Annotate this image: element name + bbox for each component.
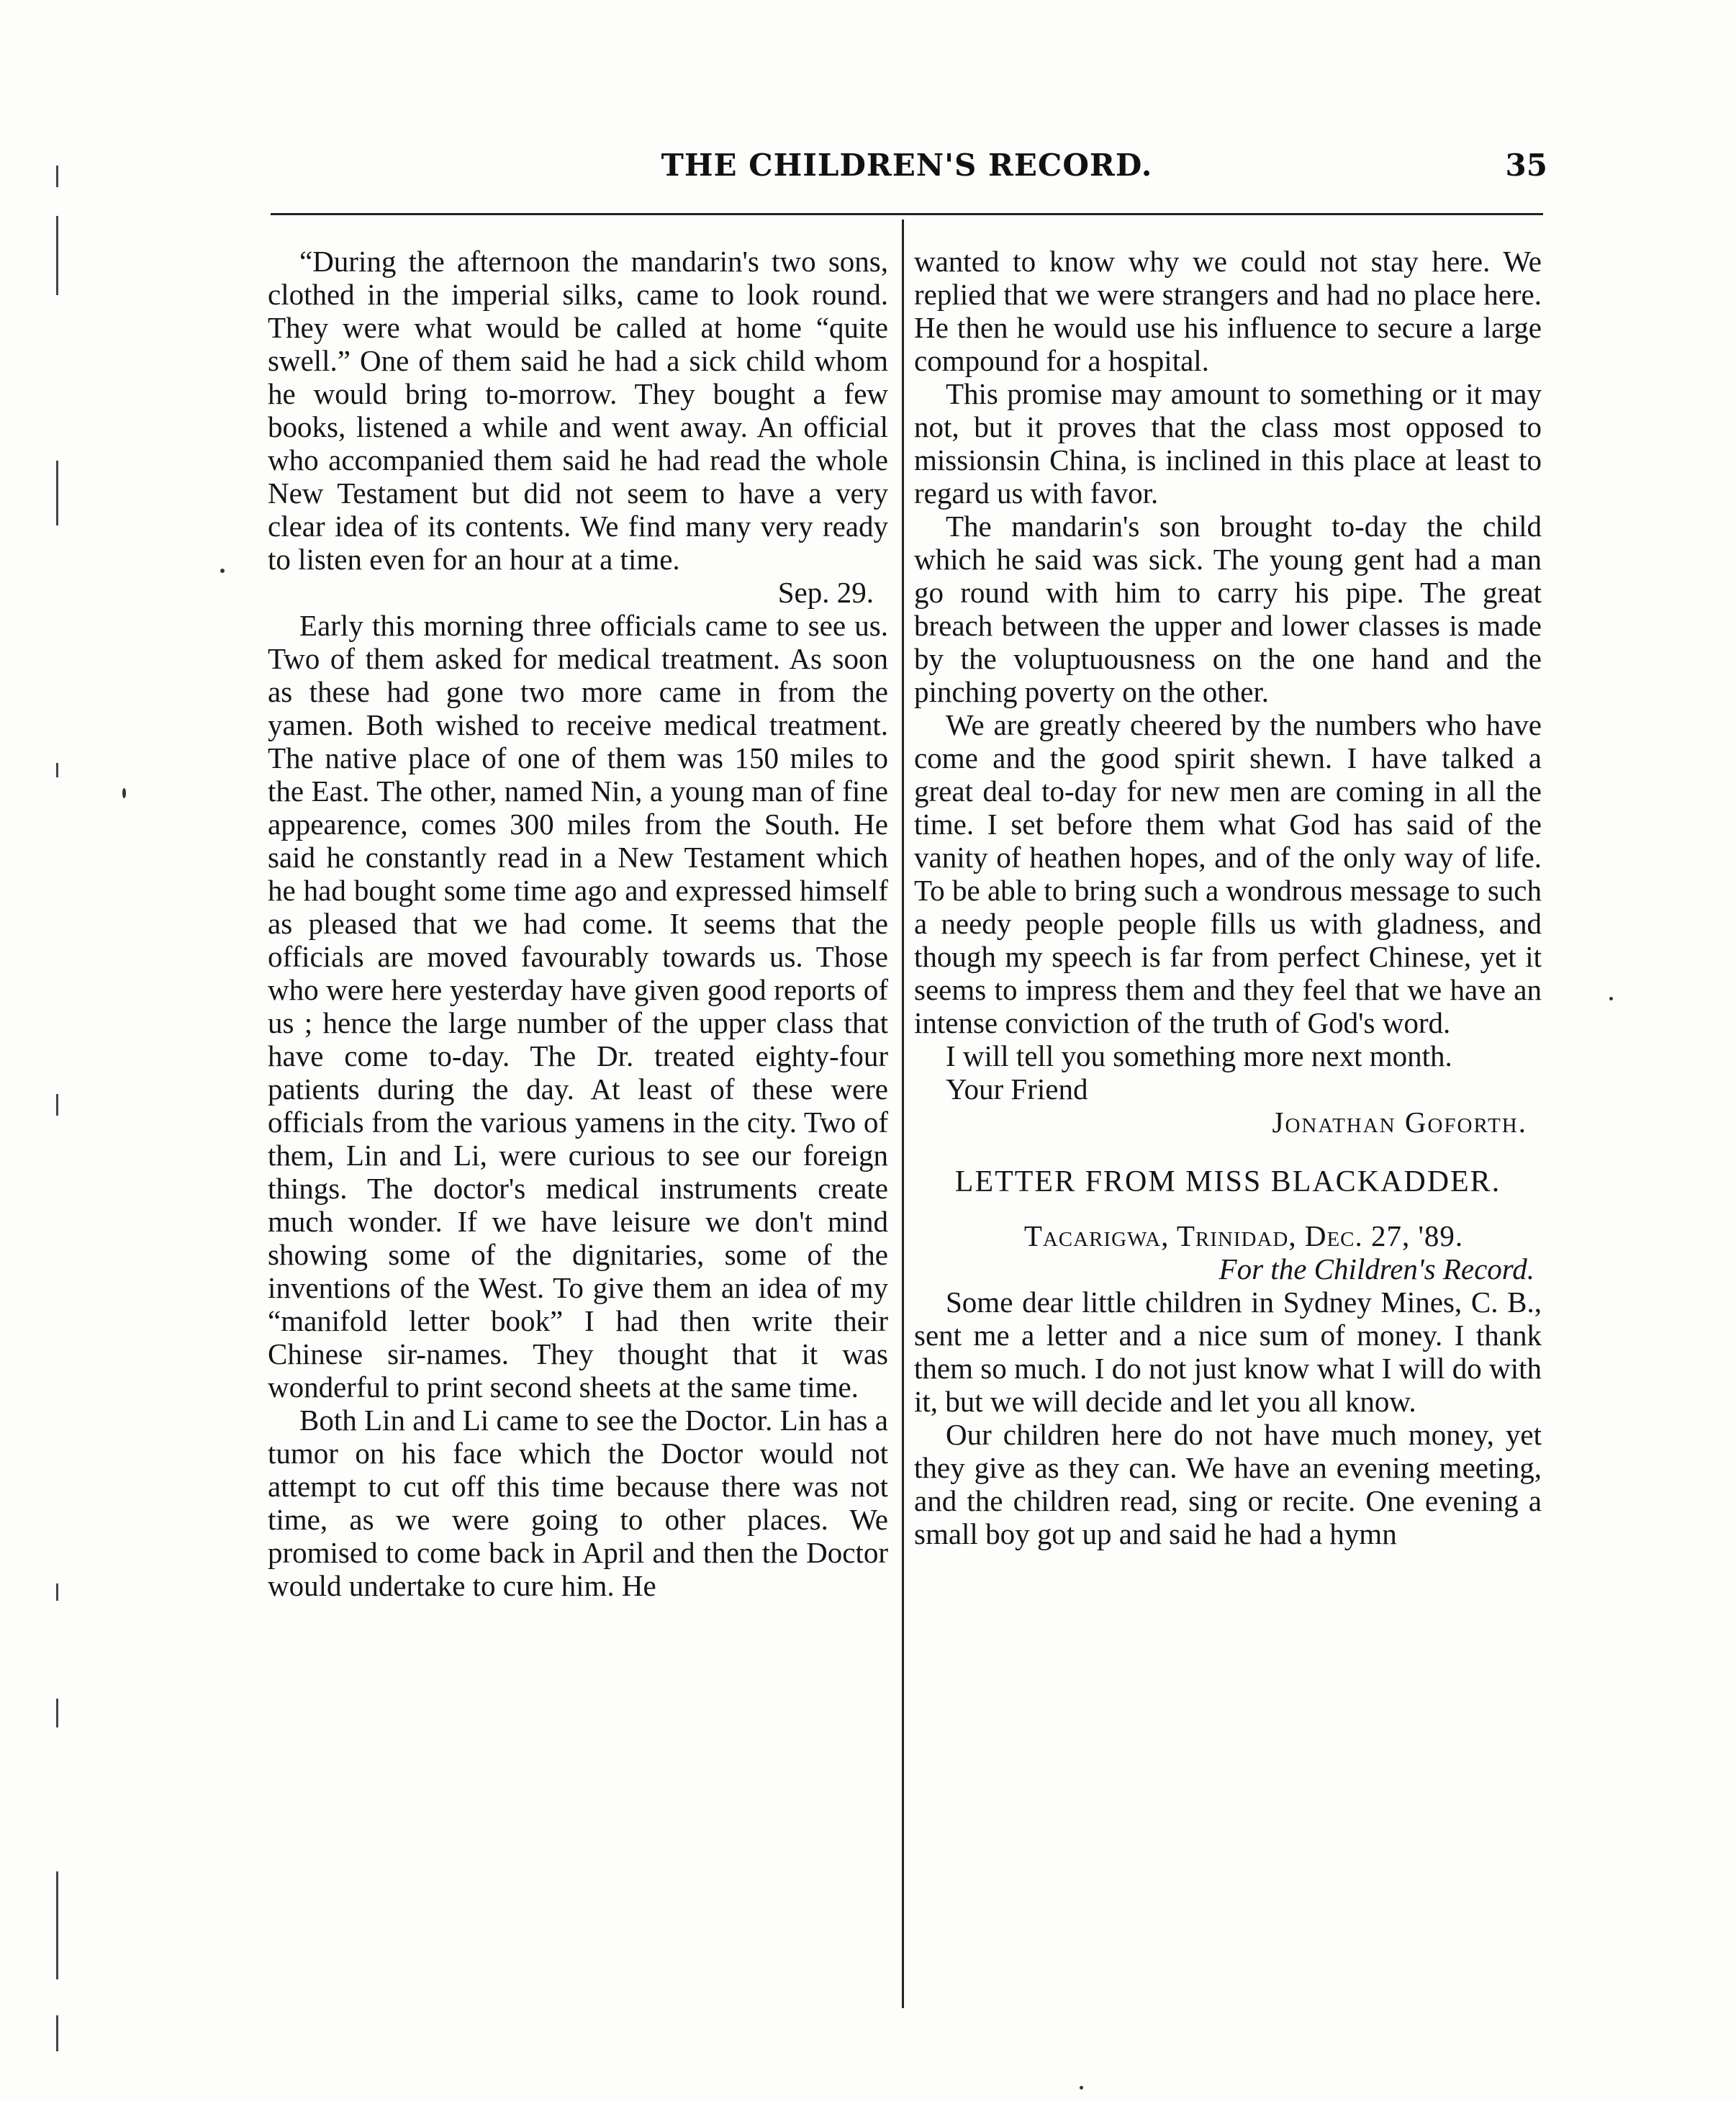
paragraph: Some dear little children in Sydney Mines, C. B., sent me a letter and a nice sum of money. I thank them so much. I do not just know what I will do with it, but we will decide and let you all know. <box>914 1286 1542 1418</box>
page-number: 35 <box>1505 148 1547 183</box>
margin-mark <box>56 166 58 187</box>
ink-speck <box>220 569 225 573</box>
ink-speck <box>1609 997 1613 1000</box>
right-column <box>914 245 1542 1550</box>
paragraph: I will tell you something more next month. <box>946 1039 1452 1072</box>
margin-mark <box>56 216 58 295</box>
paragraph: Early this morning three officials came to see us. Two of them asked for medical treatment. As soon as these had gone two more came in from the yamen. Both wished to receive medical treatment. The native place of one of them was 150 miles to the East. The other, named Nin, a young man of fine appearence, comes 300 miles from the South. He said he constantly read in a New Testament which he had bought some time ago and expressed himself as pleased that we had come. It seems that the officials are moved favourably towards us. Those who were here yesterday have given good reports of us ; hence the large number of the upper class that have come to-day. The Dr. treated eighty-four patients during the day. At least of these were officials from the various yamens in the city. Two of them, Lin and Li, were curious to see our foreign things. The doctor's medical instruments create much wonder. If we have leisure we don't mind showing some of the dignitaries, some of the inventions of the West. To give them an idea of my “manifold letter book” I had then write their Chinese sir-names. They thought that it was wonderful to print second sheets at the same time. <box>268 609 888 1404</box>
paragraph: We are greatly cheered by the numbers who have come and the good spirit shewn. I have talked a great deal to-day for new men are coming in all the time. I set before them what God has said of the vanity of heathen hopes, and of the only way of life. To be able to bring such a wondrous message to such a needy people people fills us with gladness, and though my speech is far from perfect Chinese, yet it seems to impress them and they feel that we have an intense conviction of the truth of God's word. <box>914 708 1542 1039</box>
header-rule <box>271 213 1543 215</box>
paragraph: “During the afternoon the mandarin's two sons, clothed in the imperial silks, came to look round. They were what would be called at home “quite swell.” One of them said he had a sick child whom he would bring to-morrow. They bought a few books, listened a while and went away. An official who accompanied them said he had read the whole New Testament but did not seem to have a very clear idea of its contents. We find many very ready to listen even for an hour at a time. <box>268 245 888 576</box>
letter-signoff: Your Friend <box>946 1072 1088 1106</box>
ink-speck <box>122 788 126 798</box>
column-divider <box>902 220 904 2008</box>
margin-mark <box>56 763 58 777</box>
letter-heading: LETTER FROM MISS BLACKADDER. <box>954 1165 1501 1198</box>
signature: Jonathan Goforth. <box>1272 1106 1527 1139</box>
paragraph: Both Lin and Li came to see the Doctor. Lin has a tumor on his face which the Doctor would not attempt to cut off this time because there was not time, as we were going to other places. We promised to come back in April and then the Doctor would undertake to cure him. He <box>268 1404 888 1602</box>
paragraph: The mandarin's son brought to-day the child which he said was sick. The young gent had a man go round with him to carry his pipe. The great breach between the upper and lower classes is made by the voluptuousness on the one hand and the pinching poverty on the other. <box>914 510 1542 708</box>
margin-mark <box>56 1699 58 1727</box>
margin-mark <box>56 1871 58 1979</box>
ink-speck <box>1080 2086 1083 2089</box>
dateline: Sep. 29. <box>777 576 874 609</box>
paragraph: This promise may amount to something or it may not, but it proves that the class most opposed to missionsin China, is inclined in this place at least to regard us with favor. <box>914 377 1542 510</box>
paragraph-continued: wanted to know why we could not stay here. We replied that we were strangers and had no place here. He then he would use his influence to secure a large compound for a hospital. <box>914 245 1542 377</box>
margin-mark <box>56 1583 58 1601</box>
page-header <box>273 148 1547 198</box>
margin-mark <box>56 461 58 525</box>
margin-mark <box>56 1094 58 1116</box>
letter-credit: For the Children's Record. <box>1219 1252 1534 1286</box>
margin-mark <box>56 2015 58 2051</box>
running-title: THE CHILDREN'S RECORD. <box>661 148 1153 183</box>
left-column <box>268 245 888 1602</box>
paragraph: Our children here do not have much money, yet they give as they can. We have an evening meeting, and the children read, sing or recite. One evening a small boy got up and said he had a hymn <box>914 1418 1542 1550</box>
letter-place-date: Tacarigwa, Trinidad, Dec. 27, '89. <box>1023 1219 1464 1252</box>
